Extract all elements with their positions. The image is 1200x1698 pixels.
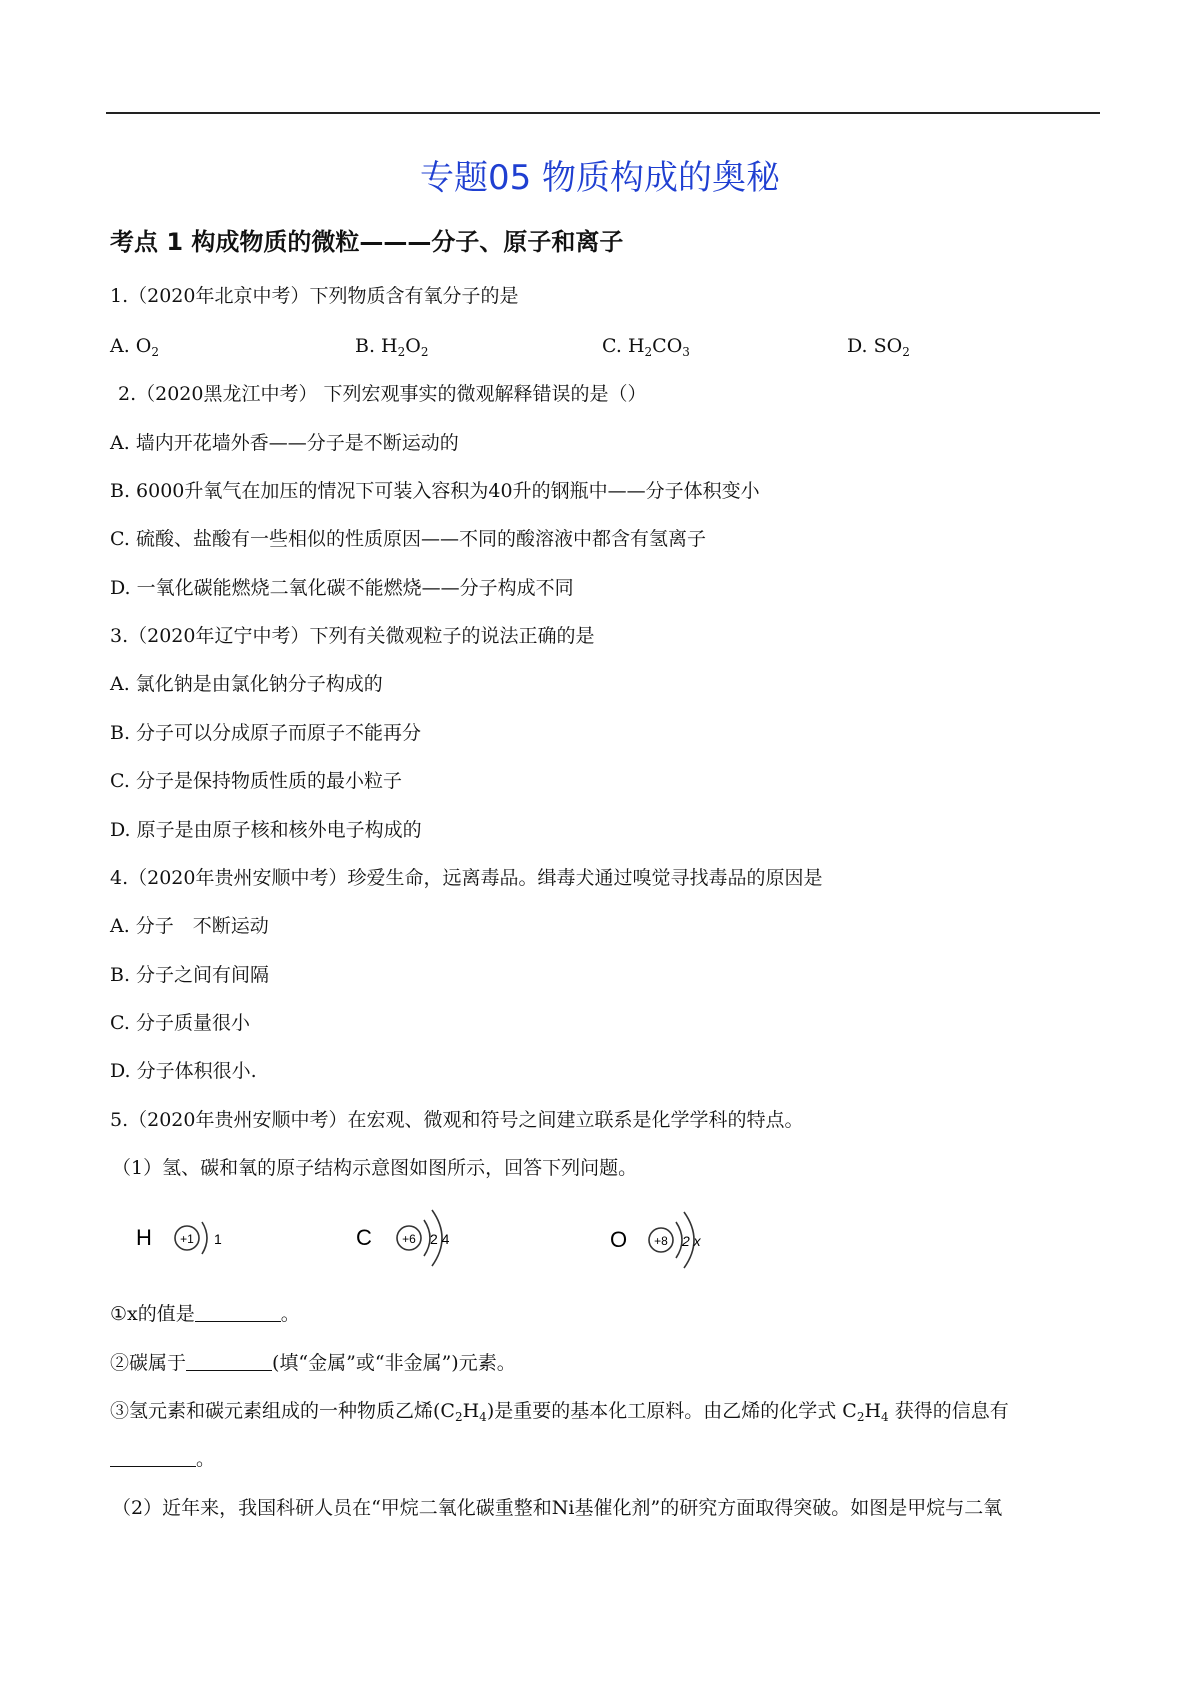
q5-sub2: ②碳属于 (填“金属”或“非金属”)元素。 <box>110 1352 516 1374</box>
atom-o-nucleus: +8 <box>654 1234 668 1248</box>
atom-h-shells: 1 <box>214 1231 222 1247</box>
q5-sub1: ①x的值是 。 <box>110 1303 300 1325</box>
q2-option-c: C. 硫酸、盐酸有一些相似的性质原因——不同的酸溶液中都含有氢离子 <box>110 528 706 550</box>
q1-option-b: B. $H_2O_2$ <box>355 335 429 359</box>
q4-option-d: D. 分子体积很小. <box>110 1060 257 1082</box>
page-title: 专题05 物质构成的奥秘 <box>419 158 781 198</box>
q3-option-a: A. 氯化钠是由氯化钠分子构成的 <box>110 673 383 695</box>
q2-option-a: A. 墙内开花墙外香——分子是不断运动的 <box>110 432 459 454</box>
atom-c-symbol: C <box>356 1225 372 1250</box>
header-rule <box>106 112 1100 114</box>
atom-o <box>610 1212 702 1268</box>
atom-structure-diagram <box>130 1200 730 1270</box>
q1-option-d: D. $SO_2$ <box>847 335 910 359</box>
q4-option-a: A. 分子 不断运动 <box>110 915 269 937</box>
q3-option-d: D. 原子是由原子核和核外电子构成的 <box>110 819 422 841</box>
q2-option-d: D. 一氧化碳能燃烧二氧化碳不能燃烧——分子构成不同 <box>110 577 574 599</box>
q2-option-b: B. 6000升氧气在加压的情况下可装入容积为40升的钢瓶中——分子体积变小 <box>110 480 760 502</box>
q5-sub3-answer-blank[interactable] <box>110 1448 196 1467</box>
atom-h-shell-1 <box>202 1222 207 1254</box>
atom-c-shells: 2 4 <box>430 1231 450 1247</box>
q5-part2: （2）近年来，我国科研人员在“甲烷二氧化碳重整和Ni基催化剂”的研究方面取得突破。如图是甲烷与二氧 <box>112 1497 1003 1519</box>
q5-sub2-answer-blank[interactable] <box>186 1352 272 1371</box>
atom-o-symbol: O <box>610 1227 628 1252</box>
q1-option-a: A. $O_2$ <box>110 335 160 359</box>
q5-part1: （1）氢、碳和氧的原子结构示意图如图所示，回答下列问题。 <box>112 1157 638 1179</box>
atom-h <box>136 1222 222 1254</box>
q1-option-c: C. $H_2CO_3$ <box>602 335 690 359</box>
q2-stem: 2.（2020黑龙江中考） 下列宏观事实的微观解释错误的是（） <box>118 383 647 405</box>
q4-option-c: C. 分子质量很小 <box>110 1012 250 1034</box>
q3-stem: 3.（2020年辽宁中考）下列有关微观粒子的说法正确的是 <box>110 625 595 647</box>
q5-stem: 5.（2020年贵州安顺中考）在宏观、微观和符号之间建立联系是化学学科的特点。 <box>110 1109 804 1131</box>
q5-sub1-answer-blank[interactable] <box>195 1303 281 1322</box>
q4-stem: 4.（2020年贵州安顺中考）珍爱生命，远离毒品。缉毒犬通过嗅觉寻找毒品的原因是 <box>110 867 823 889</box>
atom-c-nucleus: +6 <box>402 1232 416 1246</box>
atom-h-nucleus: +1 <box>180 1232 194 1246</box>
q5-sub3-answer-line: 。 <box>110 1446 215 1472</box>
q4-option-b: B. 分子之间有间隔 <box>110 964 270 986</box>
section-heading: 考点 1 构成物质的微粒———分子、原子和离子 <box>110 228 624 256</box>
q3-option-b: B. 分子可以分成原子而原子不能再分 <box>110 722 422 744</box>
atom-o-shells: 2 x <box>682 1233 701 1249</box>
atom-c <box>356 1210 450 1266</box>
q5-sub3: ③氢元素和碳元素组成的一种物质乙烯$(C_2H_4)$是重要的基本化工原料。由乙烯的化学式 $C_2H_4$ 获得的信息有 <box>110 1400 1009 1424</box>
q1-stem: 1.（2020年北京中考）下列物质含有氧分子的是 <box>110 285 519 307</box>
atom-h-symbol: H <box>136 1225 152 1250</box>
q3-option-c: C. 分子是保持物质性质的最小粒子 <box>110 770 402 792</box>
